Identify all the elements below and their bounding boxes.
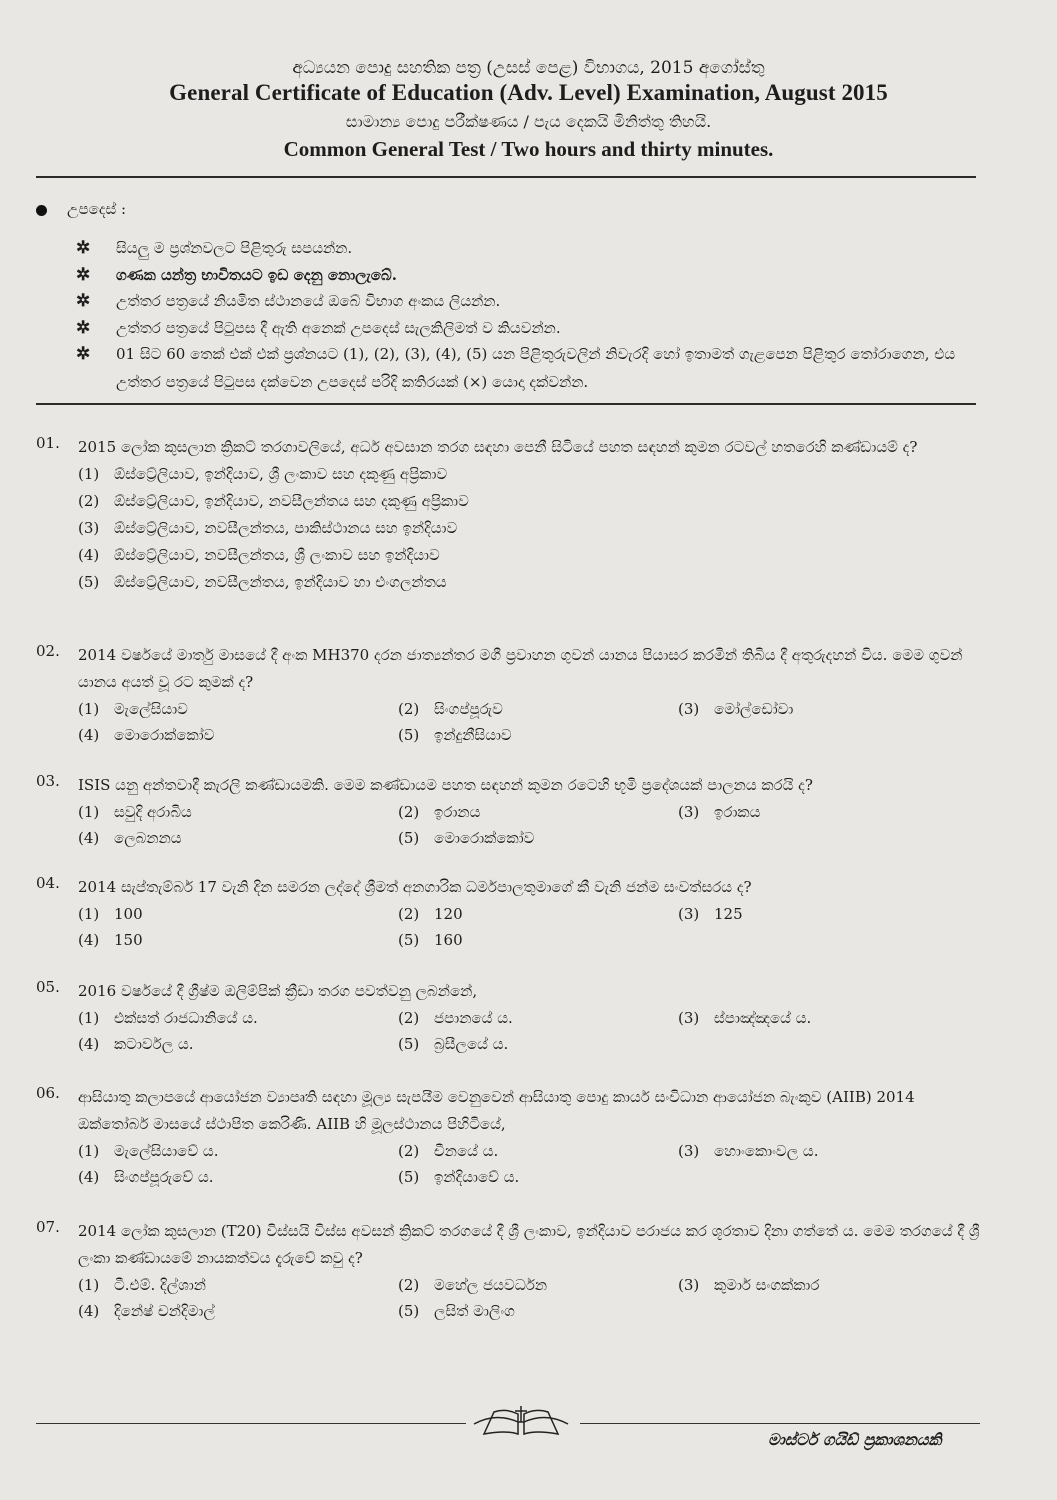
instruction-item: ✲ සියලු ම ප්‍රශ්නවලට පිළිතුරු සපයන්න.	[76, 234, 991, 262]
asterisk-icon: ✲	[76, 265, 91, 285]
question-number: 03.	[36, 772, 60, 790]
instruction-item: ✲ ගණක යන්ත්‍ර භාවිතයට ඉඩ දෙනු නොලැබේ.	[76, 261, 991, 289]
question-number: 04.	[36, 874, 60, 892]
question-stem: 2014 ලෝක කුසලාන (T20) විස්සයි විස්ස අවසන් ක්‍රිකට් තරගයේ දී ශ්‍රී ලංකාව, ඉන්දියාව පරාජය කර ශූරතාව දිනා ගත්තේ ය. මෙම තරගයේ දී ශ්‍රී ලංකා කණ්ඩායමේ නායකත්වය දැරුවේ කවු ද?	[78, 1222, 980, 1267]
question-05	[36, 978, 986, 1061]
question-03	[36, 772, 986, 855]
option[interactable]: (5) ඕස්ට්‍රේලියාව, නවසීලන්තය, ඉන්දියාව හා එංගලන්තය	[78, 573, 447, 591]
header-line-2-english: Common General Test / Two hours and thirty minutes.	[283, 137, 774, 161]
question-01	[36, 434, 986, 596]
open-book-icon	[466, 1400, 576, 1444]
instruction-item: ✲ උත්තර පත්‍රයේ පිටුපස දී ඇති අනෙක් උපදෙස් සැලකිලිමත් ව කියවන්න.	[76, 314, 991, 342]
header-line-1-sinhala: අධ්‍යයන පොදු සහතික පත්‍ර (උසස් පෙළ) විභාගය, 2015 අගෝස්තු	[292, 58, 765, 78]
question-number: 07.	[36, 1218, 60, 1236]
question-number: 02.	[36, 642, 60, 660]
header-line-1-english: General Certificate of Education (Adv. Level) Examination, August 2015	[169, 80, 888, 105]
option[interactable]: (4) දිනේෂ් චන්දිමාල්	[78, 1302, 215, 1320]
option[interactable]: (3) ඉරාකය	[678, 803, 761, 821]
instructions-heading-text: උපදෙස් :	[67, 200, 127, 218]
instruction-item: ✲ 01 සිට 60 තෙක් එක් එක් ප්‍රශ්නයට (1), (2), (3), (4), (5) යන පිළිතුරුවලින් නිවැරදි හෝ ඉතාමත් ගැළපෙන පිළිතුර තෝරාගෙන, එය උත්තර පත්‍රයේ පිටුපස දක්වෙන උපදෙස් පරිදි කතිරයක් (×) යොදා දක්වන්න.	[76, 340, 991, 396]
option[interactable]: (1) එක්සත් රාජධානියේ ය.	[78, 1009, 258, 1027]
option[interactable]: (1) ඕස්ට්‍රේලියාව, ඉන්දියාව, ශ්‍රී ලංකාව සහ දකුණු අප්‍රිකාව	[78, 465, 448, 483]
option[interactable]: (2) සිංගප්පූරුව	[398, 700, 503, 718]
option[interactable]: (1) සවුදි අරාබිය	[78, 803, 192, 821]
option[interactable]: (3) 125	[678, 905, 743, 923]
option[interactable]: (2) ජපානයේ ය.	[398, 1009, 513, 1027]
option[interactable]: (5) ඉන්දුනීසියාව	[398, 726, 512, 744]
option[interactable]: (2) චීනයේ ය.	[398, 1142, 499, 1160]
option[interactable]: (5) මොරොක්කෝව	[398, 829, 535, 847]
asterisk-icon: ✲	[76, 344, 91, 364]
option[interactable]: (2) මහේල ජයවර්ධන	[398, 1276, 548, 1294]
option[interactable]: (4) සිංගප්පූරුවේ ය.	[78, 1168, 214, 1186]
bullet-icon	[36, 205, 47, 216]
option[interactable]: (1) ටී.එම්. දිල්ශාන්	[78, 1276, 206, 1294]
question-number: 01.	[36, 434, 60, 452]
question-stem: ISIS යනු අන්තවාදී කැරලි කණ්ඩායමකි. මෙම කණ්ඩායම පහත සඳහන් කුමන රටෙහි භූමි ප්‍රදේශයක් පාලනය කරයි ද?	[78, 776, 813, 794]
option[interactable]: (4) ලෙබනනය	[78, 829, 182, 847]
option[interactable]: (3) කුමාර් සංගක්කාර	[678, 1276, 820, 1294]
option[interactable]: (3) මෝල්ඩෝවා	[678, 700, 794, 718]
question-stem: 2014 සැප්තැම්බර් 17 වැනි දින සමරන ලද්දේ ශ්‍රීමත් අනගාරික ධර්මපාලතුමාගේ කී වැනි ජන්ම සංවත්සරය ද?	[78, 878, 752, 896]
question-06	[36, 1084, 986, 1194]
option[interactable]: (1) මැලේසියාවේ ය.	[78, 1142, 219, 1160]
asterisk-icon: ✲	[76, 318, 91, 338]
footer-line-left	[36, 1423, 466, 1424]
question-stem: 2014 වර්ෂයේ මාර්තු මාසයේ දී අංක MH370 දරන ජාත්‍යන්තර මගී ප්‍රවාහන ගුවන් යානය පියාසර කරමින් තිබිය දී අතුරුදහන් විය. මෙම ගුවන් යානය අයත් වූ රට කුමක් ද?	[78, 646, 963, 691]
option[interactable]: (5) ලසිත් මාලිංග	[398, 1302, 515, 1320]
option[interactable]: (1) 100	[78, 905, 143, 923]
option[interactable]: (4) මොරොක්කෝව	[78, 726, 215, 744]
option[interactable]: (3) ස්පාඤ්ඤයේ ය.	[678, 1009, 812, 1027]
header-divider	[36, 176, 976, 178]
header-line-2-sinhala: සාමාන්‍ය පොදු පරීක්ෂණය / පැය දෙකයි මිනිත්තු තිහයි.	[345, 112, 712, 131]
question-stem: 2016 වර්ෂයේ දී ග්‍රීෂ්ම ඔලිම්පික් ක්‍රීඩා තරග පවත්වනු ලබන්නේ,	[78, 982, 478, 1000]
publisher-name: මාස්ටර් ගයිඩ් ප්‍රකාශනයකි	[768, 1430, 942, 1449]
option[interactable]: (1) මැලේසියාව	[78, 700, 188, 718]
option[interactable]: (4) 150	[78, 931, 143, 949]
option[interactable]: (4) ඕස්ට්‍රේලියාව, නවසීලන්තය, ශ්‍රී ලංකාව සහ ඉන්දියාව	[78, 546, 440, 564]
footer-line-right	[580, 1423, 980, 1424]
instructions-heading	[36, 200, 126, 218]
instructions-divider	[36, 403, 976, 405]
option[interactable]: (2) 120	[398, 905, 463, 923]
question-stem: ආසියාතු කලාපයේ ආයෝජන ව්‍යාපෘති සඳහා මූල්‍ය සැපයීම වෙනුවෙන් ආසියාතු පොදු කාර්ය සංවිධාන ආයෝජන බැංකුව (AIIB) 2014 ඔක්තෝබර් මාසයේ ස්ථාපිත කෙරිණි. AIIB හි මූලස්ථානය පිහිටියේ,	[78, 1088, 915, 1133]
question-02	[36, 642, 986, 752]
asterisk-icon: ✲	[76, 291, 91, 311]
option[interactable]: (3) හොංකොංවල ය.	[678, 1142, 819, 1160]
question-07	[36, 1218, 986, 1328]
option[interactable]: (5) බ්‍රසීලයේ ය.	[398, 1035, 509, 1053]
option[interactable]: (3) ඕස්ට්‍රේලියාව, නවසීලන්තය, පාකිස්ථානය සහ ඉන්දියාව	[78, 519, 458, 537]
option[interactable]: (5) 160	[398, 931, 463, 949]
asterisk-icon: ✲	[76, 238, 91, 258]
option[interactable]: (4) කටාර්වල ය.	[78, 1035, 194, 1053]
question-number: 05.	[36, 978, 60, 996]
question-04	[36, 874, 986, 957]
instruction-item: ✲ උත්තර පත්‍රයේ නියමිත ස්ථානයේ ඔබේ විභාග අංකය ලියන්න.	[76, 287, 991, 315]
question-stem: 2015 ලෝක කුසලාන ක්‍රිකට් තරගාවලියේ, අර්ධ අවසාන තරග සඳහා පෙනී සිටියේ පහත සඳහන් කුමන රටවල් හතරෙහි කණ්ඩායම් ද?	[78, 438, 918, 456]
option[interactable]: (2) ඉරානය	[398, 803, 481, 821]
option[interactable]: (5) ඉන්දියාවේ ය.	[398, 1168, 520, 1186]
question-number: 06.	[36, 1084, 60, 1102]
option[interactable]: (2) ඕස්ට්‍රේලියාව, ඉන්දියාව, නවසීලන්තය සහ දකුණු අප්‍රිකාව	[78, 492, 469, 510]
